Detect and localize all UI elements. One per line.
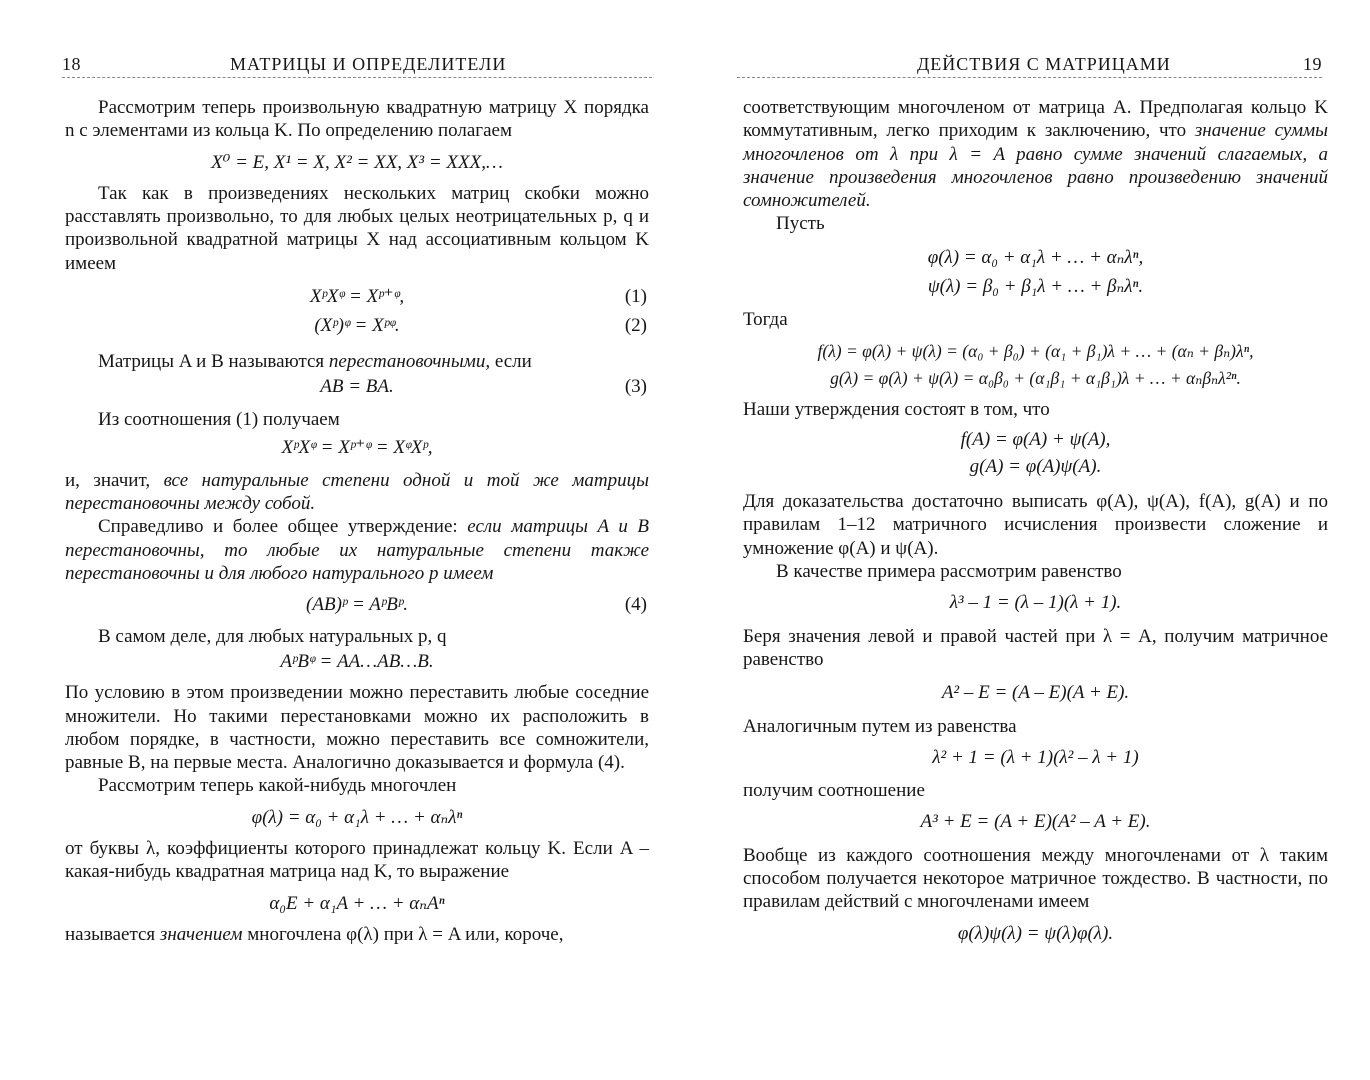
header-rule [62,77,652,78]
formula: g(A) = φ(A)ψ(A). [969,455,1102,477]
equation-number: (1) [624,286,647,308]
paragraph: В качестве примера рассмотрим равенство [776,561,1122,583]
formula: α₀E + α₁A + … + αₙAⁿ [269,892,445,914]
paragraph: Тогда [743,309,788,331]
left-page-body [65,96,649,946]
right-page [685,0,1370,1080]
formula: ψ(λ) = β₀ + β₁λ + … + βₙλⁿ. [927,276,1144,298]
page-number: 19 [1303,54,1322,74]
paragraph: Вообще из каждого соотношения между многочленами от λ таким способом получается некоторое матричное тождество. В частности, по правилам действий с многочленами имеем [743,844,1328,913]
formula: φ(λ) = α₀ + α₁λ + … + αₙλⁿ, [927,246,1144,268]
formula: AB = BA. (3) [320,375,647,397]
formula: λ³ – 1 = (λ – 1)(λ + 1). [949,592,1122,614]
paragraph: называется значением многочлена φ(λ) при λ = A или, короче, [65,923,564,945]
paragraph: Из соотношения (1) получаем [98,409,340,431]
equation-number: (3) [624,375,647,397]
formula: A² – E = (A – E)(A + E). [941,682,1130,704]
formula: φ(λ)ψ(λ) = ψ(λ)φ(λ). [957,922,1114,944]
formula: f(A) = φ(A) + ψ(A), [960,428,1111,450]
formula: X⁰ = E, X¹ = X, X² = XX, X³ = XXX,… [211,151,503,173]
paragraph: Наши утверждения состоят в том, что [743,399,1050,421]
formula: (AB)ᵖ = AᵖBᵖ. (4) [306,594,647,616]
equation-number: (4) [624,594,647,616]
paragraph: По условию в этом произведении можно переставить любые соседние множители. Но такими перестановками можно их расположить в любом порядке, в частности, можно переставить все сомножители, равные B, на первые места. Аналогично доказывается и формула (4). [65,682,649,774]
formula: AᵖBᵠ = AA…AB…B. [280,650,434,672]
paragraph: получим соотношение [743,780,925,802]
running-head: ДЕЙСТВИЯ С МАТРИЦАМИ [917,54,1171,74]
formula: XᵖXᵠ = Xᵖ⁺ᵠ, (1) [309,286,647,308]
paragraph: Для доказательства достаточно выписать φ(A), ψ(A), f(A), g(A) и по правилам 1–12 матричного исчисления произвести сложение и умножение φ(A) и ψ(A). [743,491,1328,559]
paragraph: Пусть [776,213,825,235]
formula: XᵖXᵠ = Xᵖ⁺ᵠ = XᵠXᵖ, [281,436,433,458]
formula: A³ + E = (A + E)(A² – A + E). [920,811,1151,833]
page-number: 18 [62,54,81,74]
header-rule [737,77,1322,78]
right-page-body [743,96,1328,945]
paragraph: Беря значения левой и правой частей при λ = A, получим матричное равенство [743,625,1328,670]
paragraph: Так как в произведениях нескольких матриц скобки можно расставлять произвольно, то для любых целых неотрицательных p, q и произвольной квадратной матрицы X над ассоциативным кольцом K имеем [65,182,649,274]
paragraph: Матрицы A и B называются перестановочными, если [98,350,532,372]
paragraph: Справедливо и более общее утверждение: если матрицы A и B перестановочны, то любые их натуральные степени также перестановочны и для любого натурального p имеем [65,516,649,585]
paragraph: соответствующим многочленом от матрица A. Предполагая кольцо K коммутативным, легко приходим к заключению, что значение суммы многочленов от λ при λ = A равно сумме значений слагаемых, а значение произведения многочленов равно произведению значений сомножителей. [743,97,1328,212]
paragraph: В самом деле, для любых натуральных p, q [98,625,447,647]
paragraph: от буквы λ, коэффициенты которого принадлежат кольцу K. Если A – какая-нибудь квадратная матрица над K, то выражение [65,838,649,883]
formula: (Xᵖ)ᵠ = Xᵖᵠ. (2) [314,315,647,337]
paragraph: Рассмотрим теперь какой-нибудь многочлен [98,775,457,797]
formula: λ² + 1 = (λ + 1)(λ² – λ + 1) [932,746,1139,768]
equation-number: (2) [624,315,647,337]
paragraph: Рассмотрим теперь произвольную квадратную матрицу X порядка n с элементами из кольца K. По определению полагаем [65,97,649,142]
formula: f(λ) = φ(λ) + ψ(λ) = (α₀ + β₀) + (α₁ + β₁)λ + … + (αₙ + βₙ)λⁿ, [817,340,1254,361]
paragraph: и, значит, все натуральные степени одной и той же матрицы перестановочны между собой. [65,469,649,515]
running-head: МАТРИЦЫ И ОПРЕДЕЛИТЕЛИ [230,54,507,74]
formula: g(λ) = φ(λ) + ψ(λ) = α₀β₀ + (α₁β₁ + α₁β₁)λ + … + αₙβₙλ²ⁿ. [830,367,1241,388]
paragraph: Аналогичным путем из равенства [743,715,1017,737]
formula: φ(λ) = α₀ + α₁λ + … + αₙλⁿ [251,806,463,828]
